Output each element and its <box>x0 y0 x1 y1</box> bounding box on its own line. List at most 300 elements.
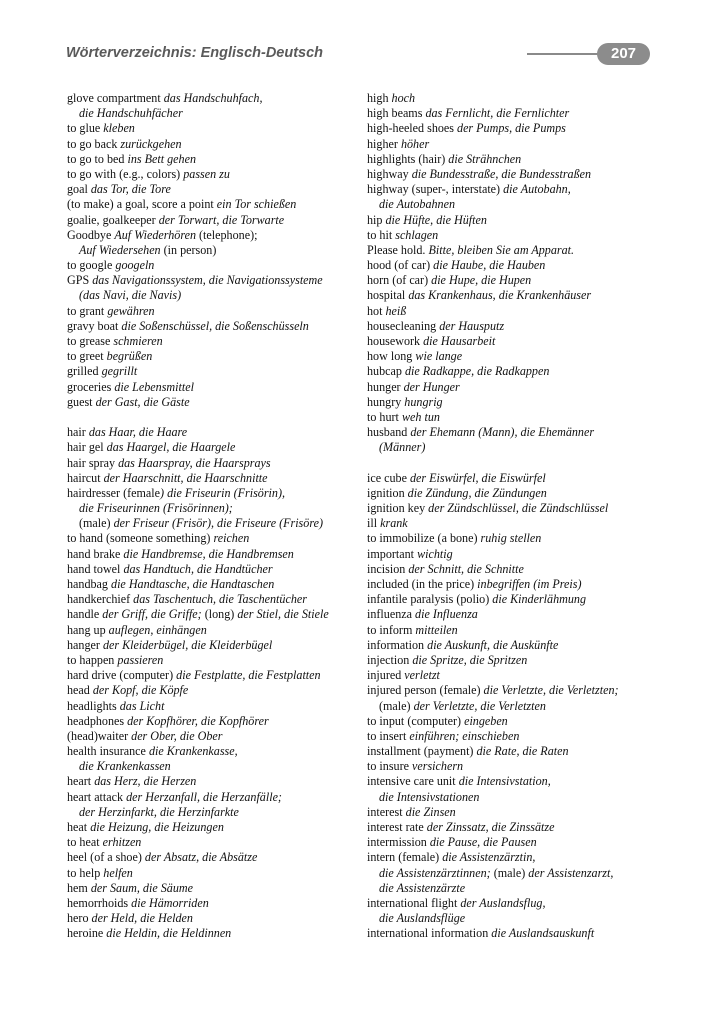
german-translation: die Haube, die Hauben <box>433 258 546 273</box>
english-term: handkerchief <box>67 592 131 607</box>
german-translation: die Influenza <box>415 607 478 622</box>
glossary-line <box>67 547 359 562</box>
glossary-line <box>367 106 667 121</box>
glossary-line <box>67 395 359 410</box>
glossary-line <box>67 850 359 865</box>
english-term: goalie, goalkeeper <box>67 212 156 227</box>
german-translation: helfen <box>103 865 133 880</box>
glossary-line <box>367 638 667 653</box>
glossary-line <box>367 744 667 759</box>
glossary-line <box>367 774 667 789</box>
glossary-line <box>67 653 359 668</box>
german-translation: schmieren <box>113 334 163 348</box>
english-term: highlights (hair) <box>367 151 446 166</box>
glossary-line <box>67 866 359 881</box>
glossary-line <box>367 516 667 531</box>
english-note: (female <box>123 485 161 500</box>
german-translation: begrüßen <box>106 349 153 364</box>
german-translation: der Held, die Helden <box>91 911 193 926</box>
german-translation: die Assistenzärzte <box>379 880 466 895</box>
glossary-line <box>367 926 667 941</box>
glossary-line <box>367 182 667 197</box>
glossary-line <box>67 592 359 607</box>
english-term: hanger <box>67 637 100 652</box>
german-translation: die Kinderlähmung <box>492 592 587 607</box>
english-term: installment (payment) <box>367 744 474 759</box>
glossary-line <box>67 471 359 486</box>
english-term: to grease <box>67 334 111 348</box>
glossary-line <box>367 607 667 622</box>
glossary-line <box>67 319 359 334</box>
glossary-line <box>67 577 359 592</box>
english-term: heat <box>67 820 88 834</box>
german-translation: der Eiswürfel, die Eiswürfel <box>409 470 546 485</box>
english-term: health insurance <box>67 744 146 759</box>
glossary-line <box>367 592 667 607</box>
running-header-title: Wörterverzeichnis: Englisch-Deutsch <box>66 45 324 61</box>
glossary-line <box>367 334 667 349</box>
english-term: husband <box>367 425 408 440</box>
english-term: hospital <box>367 288 406 303</box>
english-term: heart <box>67 774 92 789</box>
glossary-line <box>67 501 359 516</box>
german-translation: (das Navi, die Navis) <box>79 288 182 303</box>
german-translation: die Spritze, die Spritzen <box>412 652 528 667</box>
english-term: to hand (someone something) <box>67 531 211 546</box>
german-translation: der Gast, die Gäste <box>95 394 190 409</box>
german-translation: die Krankenkassen <box>79 759 171 774</box>
german-translation: eingeben <box>464 713 508 728</box>
glossary-line <box>67 152 359 167</box>
german-translation: die Radkappe, die Radkappen <box>404 364 550 379</box>
glossary-line <box>367 91 667 106</box>
german-translation: der Auslandsflug, <box>460 895 546 910</box>
english-term: to input (computer) <box>367 713 462 728</box>
german-translation: die Auslandsflüge <box>379 911 466 926</box>
english-term: to greet <box>67 349 104 364</box>
english-term: to inform <box>367 622 413 637</box>
german-translation: passieren <box>117 652 164 667</box>
english-term: hair <box>67 425 86 440</box>
english-term: headphones <box>67 713 125 728</box>
glossary-line <box>367 820 667 835</box>
glossary-line <box>367 213 667 228</box>
english-term: to happen <box>67 652 115 667</box>
english-term: Goodbye <box>67 227 112 242</box>
english-term: hand brake <box>67 546 121 561</box>
german-translation: krank <box>380 516 408 531</box>
glossary-line <box>367 288 667 303</box>
english-term: horn (of car) <box>367 273 429 288</box>
english-term: hang up <box>67 622 106 637</box>
english-term: Please hold. <box>367 242 426 257</box>
glossary-line <box>67 774 359 789</box>
german-translation: das Herz, die Herzen <box>94 774 197 789</box>
german-translation: kleben <box>103 121 135 136</box>
english-term: to google <box>67 258 113 273</box>
german-translation: die Auslandsauskunft <box>491 926 595 941</box>
german-translation: das Navigationssystem, die Navigationssysteme <box>92 273 323 288</box>
glossary-line <box>67 714 359 729</box>
english-term: injured <box>367 668 402 683</box>
english-term: high <box>367 91 389 105</box>
english-term: heart attack <box>67 789 124 804</box>
german-translation: hungrig <box>404 394 443 409</box>
english-term: heel (of a shoe) <box>67 850 142 865</box>
german-translation: die Bundesstraße, die Bundesstraßen <box>411 166 592 181</box>
english-term: to go with (e.g., colors) <box>67 166 181 181</box>
glossary-line <box>67 288 359 303</box>
german-translation: der Saum, die Säume <box>90 880 193 895</box>
glossary-line <box>367 547 667 562</box>
german-translation: reichen <box>213 531 250 546</box>
section-gap <box>367 456 667 471</box>
glossary-line <box>367 258 667 273</box>
english-note: (male) <box>493 865 526 880</box>
glossary-line <box>67 349 359 364</box>
glossary-line <box>367 364 667 379</box>
german-translation: einführen; einschieben <box>409 728 520 743</box>
glossary-line <box>367 197 667 212</box>
glossary-line <box>367 319 667 334</box>
german-translation: das Haarspray, die Haarsprays <box>118 455 271 470</box>
english-term: haircut <box>67 470 101 485</box>
glossary-line <box>367 440 667 455</box>
glossary-line <box>367 137 667 152</box>
glossary-line <box>67 562 359 577</box>
german-translation: googeln <box>115 258 155 273</box>
glossary-line <box>67 380 359 395</box>
english-term: handbag <box>67 577 108 591</box>
english-term: ice cube <box>367 470 407 485</box>
glossary-line <box>67 516 359 531</box>
glossary-line <box>67 759 359 774</box>
german-translation: Bitte, bleiben Sie am Apparat. <box>428 242 575 257</box>
glossary-line <box>367 653 667 668</box>
german-translation: der Ehemann (Mann), die Ehemänner <box>410 425 595 440</box>
german-translation: der Assistenzarzt, <box>528 865 614 880</box>
glossary-line <box>367 410 667 425</box>
glossary-line <box>67 683 359 698</box>
english-note: (telephone); <box>199 227 258 242</box>
german-translation: ) die Friseurin (Frisörin), <box>160 485 285 500</box>
glossary-line <box>367 349 667 364</box>
german-translation: die Handtasche, die Handtaschen <box>111 577 275 591</box>
english-term: to glue <box>67 121 101 136</box>
english-term: incision <box>367 561 406 576</box>
german-translation: der Zinssatz, die Zinssätze <box>426 820 555 834</box>
glossary-line <box>367 425 667 440</box>
glossary-line <box>367 273 667 288</box>
german-translation: ein Tor schießen <box>216 197 297 212</box>
german-translation: zurückgehen <box>120 136 182 151</box>
glossary-line <box>367 486 667 501</box>
english-term: handle <box>67 607 100 622</box>
glossary-line <box>67 364 359 379</box>
german-translation: das Taschentuch, die Taschentücher <box>133 592 307 607</box>
english-term: gravy boat <box>67 318 119 333</box>
glossary-line <box>67 820 359 835</box>
glossary-line <box>67 638 359 653</box>
english-term: injection <box>367 652 410 667</box>
german-translation: die Strähnchen <box>448 151 522 166</box>
german-translation: weh tun <box>401 409 440 424</box>
glossary-line <box>367 896 667 911</box>
glossary-line <box>367 501 667 516</box>
glossary-line <box>67 835 359 850</box>
german-translation: die Auskunft, die Auskünfte <box>427 637 559 652</box>
german-translation: das Handschuhfach, <box>163 91 263 105</box>
english-term: (head)waiter <box>67 728 129 743</box>
english-term: to heat <box>67 835 100 850</box>
german-translation: schlagen <box>395 227 439 242</box>
german-translation: die Pause, die Pausen <box>429 835 537 850</box>
english-term: grilled <box>67 364 99 379</box>
english-term: intern (female) <box>367 850 440 865</box>
german-translation: höher <box>400 136 430 151</box>
german-translation: der Absatz, die Absätze <box>144 850 258 865</box>
right-column <box>367 91 667 942</box>
english-term: how long <box>367 349 413 364</box>
glossary-line <box>67 881 359 896</box>
german-translation: die Soßenschüssel, die Soßenschüsseln <box>121 318 309 333</box>
german-translation: die Autobahnen <box>379 197 456 212</box>
german-translation: das Krankenhaus, die Krankenhäuser <box>408 288 592 303</box>
german-translation: gegrillt <box>101 364 138 379</box>
glossary-line <box>367 850 667 865</box>
german-translation: passen zu <box>183 166 230 181</box>
glossary-line <box>367 395 667 410</box>
german-translation: der Kopfhörer, die Kopfhörer <box>127 713 269 728</box>
german-translation: das Fernlicht, die Fernlichter <box>425 106 570 121</box>
german-translation: der Verletzte, die Verletzten <box>413 698 546 713</box>
german-translation: die Friseurinnen (Frisörinnen); <box>79 501 233 516</box>
glossary-line <box>67 258 359 273</box>
german-translation: die Festplatte, die Festplatten <box>176 668 321 683</box>
german-translation: die Lebensmittel <box>114 379 194 394</box>
german-translation: die Hupe, die Hupen <box>431 273 532 288</box>
english-term: heroine <box>67 926 104 941</box>
english-term: higher <box>367 136 398 151</box>
english-term: intensive care unit <box>367 774 456 789</box>
glossary-line <box>367 531 667 546</box>
german-translation: der Herzanfall, die Herzanfälle; <box>126 789 282 804</box>
english-term: glove compartment <box>67 91 161 105</box>
english-term: hungry <box>367 394 402 409</box>
glossary-line <box>67 623 359 638</box>
english-term: to go back <box>67 136 118 151</box>
glossary-line <box>67 805 359 820</box>
glossary-line <box>67 243 359 258</box>
glossary-line <box>67 137 359 152</box>
english-term: high-heeled shoes <box>367 121 454 136</box>
glossary-line <box>67 699 359 714</box>
english-term: highway <box>367 166 409 181</box>
german-translation: die Rate, die Raten <box>476 744 569 759</box>
german-translation: der Schnitt, die Schnitte <box>408 561 524 576</box>
german-translation: die Zündung, die Zündungen <box>407 485 547 500</box>
german-translation: der Kopf, die Köpfe <box>92 683 189 698</box>
german-translation: der Friseur (Frisör), die Friseure (Frisöre) <box>113 516 323 531</box>
english-term: infantile paralysis (polio) <box>367 592 490 607</box>
glossary-line <box>67 182 359 197</box>
english-term: to insure <box>367 759 409 774</box>
english-term: included (in the price) <box>367 577 475 591</box>
english-term: important <box>367 546 415 561</box>
english-term: highway (super-, interstate) <box>367 182 501 197</box>
english-term: hairdresser <box>67 485 121 500</box>
english-term: housecleaning <box>367 318 437 333</box>
glossary-line <box>67 213 359 228</box>
english-term: hot <box>367 303 383 318</box>
glossary-line <box>367 623 667 638</box>
german-translation: das Tor, die Tore <box>90 182 171 197</box>
german-translation: die Handbremse, die Handbremsen <box>123 546 294 561</box>
german-translation: die Heizung, die Heizungen <box>90 820 224 834</box>
german-translation: die Heldin, die Heldinnen <box>106 926 232 941</box>
glossary-line <box>367 911 667 926</box>
english-term: hair gel <box>67 440 104 455</box>
glossary-line <box>67 121 359 136</box>
english-term: to grant <box>67 303 105 318</box>
german-translation: Auf Wiedersehen <box>79 242 161 257</box>
english-term: hunger <box>367 379 401 394</box>
glossary-line <box>367 577 667 592</box>
glossary-line <box>367 790 667 805</box>
english-note: (in person) <box>163 242 217 257</box>
german-translation: der Haarschnitt, die Haarschnitte <box>103 470 268 485</box>
english-term: interest <box>367 804 403 819</box>
german-translation: versichern <box>412 759 464 774</box>
glossary-line <box>67 167 359 182</box>
german-translation: die Hämorriden <box>131 895 209 910</box>
english-term: (male) <box>79 516 111 531</box>
english-term: hair spray <box>67 455 116 470</box>
german-translation: die Handschuhfächer <box>79 106 183 121</box>
german-translation: mitteilen <box>415 622 458 637</box>
german-translation: der Hausputz <box>439 318 505 333</box>
glossary-line <box>367 228 667 243</box>
german-translation: das Handtuch, die Handtücher <box>123 561 273 576</box>
german-translation: verletzt <box>404 668 440 683</box>
glossary-line <box>367 152 667 167</box>
glossary-line <box>67 729 359 744</box>
english-term: ignition <box>367 485 405 500</box>
english-term: to help <box>67 865 101 880</box>
german-translation: die Assistenzärztinnen; <box>379 865 491 880</box>
glossary-line <box>367 759 667 774</box>
glossary-line <box>67 228 359 243</box>
german-translation: wie lange <box>415 349 463 364</box>
german-translation: der Herzinfarkt, die Herzinfarkte <box>79 804 239 819</box>
glossary-line <box>67 668 359 683</box>
glossary-line <box>67 926 359 941</box>
german-translation: ins Bett gehen <box>127 151 196 166</box>
glossary-line <box>67 911 359 926</box>
glossary-line <box>67 456 359 471</box>
german-translation: der Zündschlüssel, die Zündschlüssel <box>428 501 609 516</box>
section-gap <box>67 410 359 425</box>
english-term: hem <box>67 880 88 895</box>
glossary-line <box>367 668 667 683</box>
glossary-line <box>67 744 359 759</box>
glossary-line <box>367 835 667 850</box>
english-term: hard drive (computer) <box>67 668 174 683</box>
glossary-line <box>67 334 359 349</box>
english-term: information <box>367 637 425 652</box>
english-term: international flight <box>367 895 458 910</box>
english-term: head <box>67 683 90 698</box>
german-translation: das Haargel, die Haargele <box>106 440 236 455</box>
glossary-line <box>367 471 667 486</box>
glossary-line <box>67 304 359 319</box>
german-translation: die Autobahn, <box>503 182 571 197</box>
german-translation: auflegen, einhängen <box>108 622 207 637</box>
english-term: guest <box>67 394 93 409</box>
english-note: (long) <box>204 607 235 622</box>
glossary-line <box>67 106 359 121</box>
english-term: GPS <box>67 273 90 288</box>
english-term: injured person (female) <box>367 683 481 698</box>
english-term: hand towel <box>67 561 121 576</box>
english-term: goal <box>67 182 88 197</box>
german-translation: das Haar, die Haare <box>88 425 188 440</box>
german-translation: die Hüfte, die Hüften <box>385 212 487 227</box>
german-translation: die Verletzte, die Verletzten; <box>483 683 619 698</box>
english-term: intermission <box>367 835 427 850</box>
english-term: influenza <box>367 607 412 622</box>
german-translation: das Licht <box>119 698 165 713</box>
german-translation: gewähren <box>107 303 155 318</box>
german-translation: inbegriffen (im Preis) <box>477 577 582 591</box>
english-term: to insert <box>367 728 407 743</box>
glossary-line <box>67 896 359 911</box>
german-translation: der Kleiderbügel, die Kleiderbügel <box>102 637 273 652</box>
english-term: (to make) a goal, score a point <box>67 197 214 212</box>
english-term: ill <box>367 516 378 531</box>
german-translation: hoch <box>391 91 416 105</box>
german-translation: der Ober, die Ober <box>131 728 223 743</box>
english-term: international information <box>367 926 489 941</box>
glossary-line <box>367 243 667 258</box>
german-translation: die Assistenzärztin, <box>442 850 536 865</box>
glossary-line <box>67 790 359 805</box>
english-term: high beams <box>367 106 423 121</box>
german-translation: (Männer) <box>379 440 426 455</box>
glossary-line <box>67 425 359 440</box>
english-term: hip <box>367 212 383 227</box>
glossary-line <box>367 683 667 698</box>
german-translation: Auf Wiederhören <box>114 227 196 242</box>
german-translation: die Intensivstationen <box>379 789 480 804</box>
english-term: housework <box>367 334 421 348</box>
german-translation: der Hunger <box>403 379 460 394</box>
glossary-line <box>367 729 667 744</box>
english-term: to immobilize (a bone) <box>367 531 478 546</box>
german-translation: erhitzen <box>102 835 142 850</box>
german-translation: der Torwart, die Torwarte <box>158 212 285 227</box>
glossary-line <box>67 531 359 546</box>
english-term: hubcap <box>367 364 402 379</box>
glossary-line <box>67 440 359 455</box>
glossary-line <box>67 197 359 212</box>
header-rule <box>527 53 607 55</box>
german-translation: der Stiel, die Stiele <box>237 607 329 622</box>
page-number-badge: 207 <box>597 43 650 65</box>
glossary-line <box>367 866 667 881</box>
english-term: headlights <box>67 698 117 713</box>
german-translation: wichtig <box>417 546 453 561</box>
